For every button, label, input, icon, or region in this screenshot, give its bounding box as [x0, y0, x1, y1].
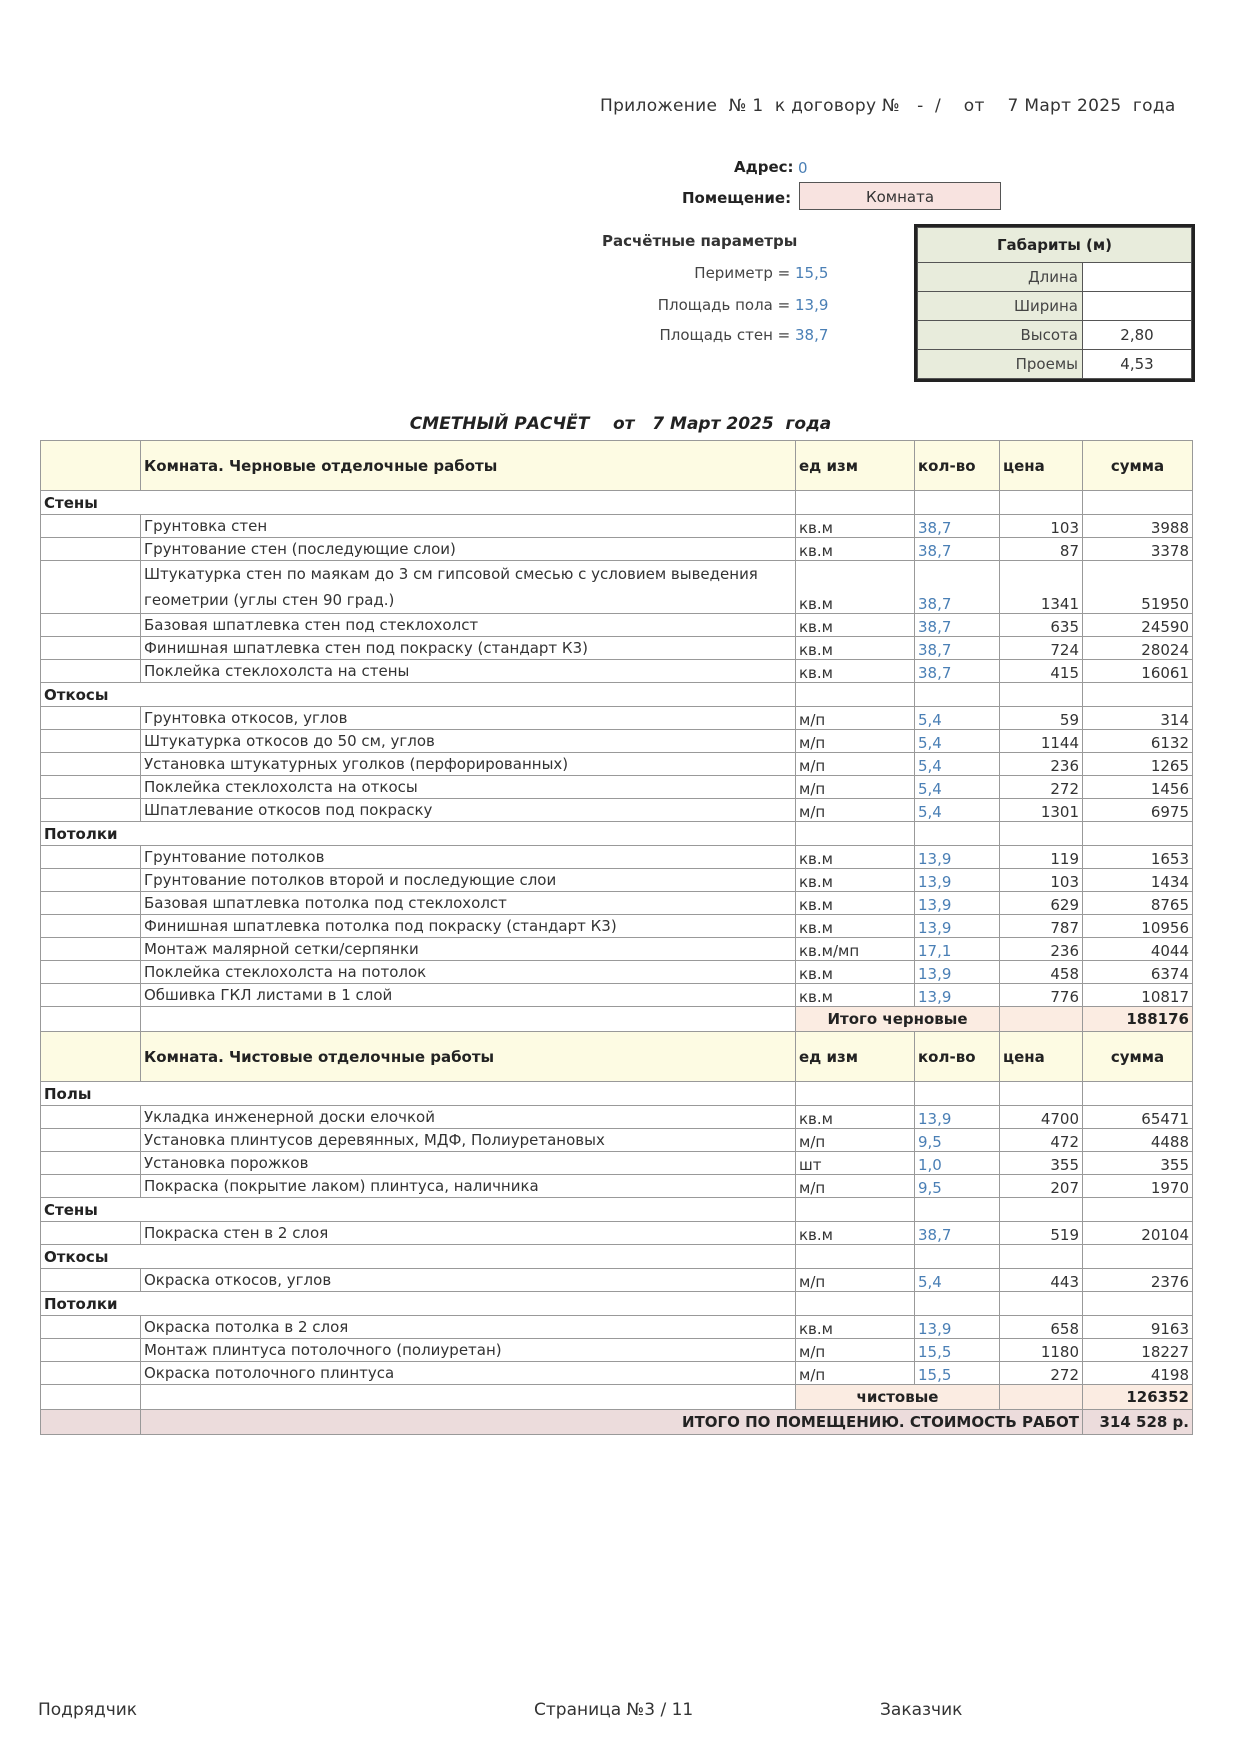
item-unit: кв.м/мп [796, 938, 915, 961]
item-qty: 13,9 [915, 846, 1000, 869]
row-blank-cell [41, 1316, 141, 1339]
item-name: Покраска (покрытие лаком) плинтуса, наличника [141, 1175, 796, 1198]
item-sum: 3988 [1083, 515, 1193, 538]
block-header-row [41, 441, 1193, 491]
section-empty-cell [1000, 1082, 1083, 1106]
section-empty-cell [915, 491, 1000, 515]
row-blank-cell [41, 637, 141, 660]
item-name: Шпатлевание откосов под покраску [141, 799, 796, 822]
dim-length-label: Длина [918, 263, 1083, 292]
item-price: 415 [1000, 660, 1083, 683]
item-qty: 5,4 [915, 799, 1000, 822]
item-qty: 15,5 [915, 1362, 1000, 1385]
table-row [41, 1129, 1193, 1152]
item-unit: кв.м [796, 1316, 915, 1339]
table-row [41, 892, 1193, 915]
item-qty: 38,7 [915, 637, 1000, 660]
item-unit: кв.м [796, 869, 915, 892]
room-label: Помещение: [682, 189, 792, 207]
col-header-sum: сумма [1083, 441, 1193, 491]
item-sum: 18227 [1083, 1339, 1193, 1362]
row-blank-cell [41, 892, 141, 915]
table-row [41, 1222, 1193, 1245]
block-total-value: 188176 [1083, 1007, 1193, 1032]
item-name: Установка плинтусов деревянных, МДФ, Полиуретановых [141, 1129, 796, 1152]
table-row [41, 753, 1193, 776]
row-blank-cell [41, 938, 141, 961]
item-name: Грунтовка стен [141, 515, 796, 538]
section-row [41, 1245, 1193, 1269]
row-blank-cell [41, 1269, 141, 1292]
item-qty: 13,9 [915, 984, 1000, 1007]
appendix-header: Приложение № 1 к договору № - / от 7 Март 2025 года [600, 96, 1176, 116]
item-price: 443 [1000, 1269, 1083, 1292]
item-price: 776 [1000, 984, 1083, 1007]
section-empty-cell [1083, 683, 1193, 707]
item-unit: кв.м [796, 846, 915, 869]
row-blank-cell [41, 915, 141, 938]
item-name: Поклейка стеклохолста на откосы [141, 776, 796, 799]
item-name: Поклейка стеклохолста на потолок [141, 961, 796, 984]
section-empty-cell [1000, 822, 1083, 846]
item-unit: кв.м [796, 915, 915, 938]
row-blank-cell [41, 753, 141, 776]
col-header-price: цена [1000, 441, 1083, 491]
table-row [41, 1362, 1193, 1385]
item-price: 787 [1000, 915, 1083, 938]
item-name: Поклейка стеклохолста на стены [141, 660, 796, 683]
item-price: 1341 [1000, 561, 1083, 614]
table-row [41, 730, 1193, 753]
floor-area-value: 13,9 [795, 296, 829, 314]
dim-height-value: 2,80 [1083, 321, 1192, 350]
row-blank-cell [41, 538, 141, 561]
dimensions-title: Габариты (м) [918, 228, 1192, 263]
section-empty-cell [796, 1292, 915, 1316]
item-unit: м/п [796, 1362, 915, 1385]
section-empty-cell [1083, 1082, 1193, 1106]
item-qty: 13,9 [915, 1316, 1000, 1339]
item-unit: м/п [796, 799, 915, 822]
col-header-sum: сумма [1083, 1032, 1193, 1082]
item-name: Установка штукатурных уголков (перфорированных) [141, 753, 796, 776]
grand-blank-cell [41, 1410, 141, 1435]
section-empty-cell [1083, 1245, 1193, 1269]
section-empty-cell [796, 683, 915, 707]
section-name: Потолки [41, 822, 796, 846]
table-row [41, 707, 1193, 730]
item-name: Окраска потолочного плинтуса [141, 1362, 796, 1385]
item-sum: 1653 [1083, 846, 1193, 869]
address-value: 0 [798, 159, 808, 177]
section-empty-cell [796, 491, 915, 515]
section-row [41, 683, 1193, 707]
item-name: Грунтование потолков [141, 846, 796, 869]
grand-total-row [41, 1410, 1193, 1435]
table-row [41, 776, 1193, 799]
section-empty-cell [796, 1245, 915, 1269]
item-unit: кв.м [796, 515, 915, 538]
item-price: 724 [1000, 637, 1083, 660]
item-name: Финишная шпатлевка потолка под покраску (стандарт К3) [141, 915, 796, 938]
item-price: 272 [1000, 1362, 1083, 1385]
section-empty-cell [915, 1198, 1000, 1222]
section-empty-cell [796, 1198, 915, 1222]
row-blank-cell [41, 730, 141, 753]
item-price: 119 [1000, 846, 1083, 869]
item-price: 519 [1000, 1222, 1083, 1245]
item-price: 635 [1000, 614, 1083, 637]
total-blank-cell [41, 1007, 141, 1032]
dim-openings-value: 4,53 [1083, 350, 1192, 379]
block-title: Комната. Чистовые отделочные работы [141, 1032, 796, 1082]
item-price: 1301 [1000, 799, 1083, 822]
item-qty: 5,4 [915, 730, 1000, 753]
header-blank-cell [41, 441, 141, 491]
item-sum: 1970 [1083, 1175, 1193, 1198]
section-name: Стены [41, 491, 796, 515]
item-sum: 1265 [1083, 753, 1193, 776]
section-name: Откосы [41, 1245, 796, 1269]
col-header-qty: кол-во [915, 1032, 1000, 1082]
header-blank-cell [41, 1032, 141, 1082]
section-row [41, 1198, 1193, 1222]
col-header-qty: кол-во [915, 441, 1000, 491]
section-name: Полы [41, 1082, 796, 1106]
table-row [41, 561, 1193, 614]
item-unit: кв.м [796, 538, 915, 561]
item-qty: 38,7 [915, 561, 1000, 614]
table-row [41, 660, 1193, 683]
item-unit: кв.м [796, 1222, 915, 1245]
section-row [41, 1292, 1193, 1316]
item-price: 272 [1000, 776, 1083, 799]
perimeter-value: 15,5 [795, 264, 829, 282]
item-unit: м/п [796, 753, 915, 776]
item-unit: м/п [796, 1175, 915, 1198]
item-unit: кв.м [796, 637, 915, 660]
item-sum: 4044 [1083, 938, 1193, 961]
item-price: 355 [1000, 1152, 1083, 1175]
item-unit: кв.м [796, 961, 915, 984]
section-empty-cell [1000, 1292, 1083, 1316]
item-unit: кв.м [796, 984, 915, 1007]
item-sum: 8765 [1083, 892, 1193, 915]
block-header-row [41, 1032, 1193, 1082]
perimeter-label: Периметр = [694, 264, 791, 282]
total-blank-cell [1000, 1385, 1083, 1410]
item-unit: кв.м [796, 892, 915, 915]
block-title: Комната. Черновые отделочные работы [141, 441, 796, 491]
estimate-table [40, 440, 1193, 1435]
item-price: 458 [1000, 961, 1083, 984]
section-empty-cell [1083, 491, 1193, 515]
table-row [41, 846, 1193, 869]
section-empty-cell [915, 1292, 1000, 1316]
item-sum: 355 [1083, 1152, 1193, 1175]
table-row [41, 915, 1193, 938]
item-sum: 20104 [1083, 1222, 1193, 1245]
total-blank-cell [1000, 1007, 1083, 1032]
item-price: 1144 [1000, 730, 1083, 753]
item-price: 236 [1000, 753, 1083, 776]
row-blank-cell [41, 776, 141, 799]
section-empty-cell [915, 683, 1000, 707]
row-blank-cell [41, 1106, 141, 1129]
footer-page-number: Страница №3 / 11 [534, 1700, 694, 1720]
table-row [41, 1339, 1193, 1362]
row-blank-cell [41, 846, 141, 869]
item-qty: 13,9 [915, 869, 1000, 892]
section-row [41, 822, 1193, 846]
section-empty-cell [796, 1082, 915, 1106]
table-row [41, 1175, 1193, 1198]
item-sum: 3378 [1083, 538, 1193, 561]
item-sum: 16061 [1083, 660, 1193, 683]
item-sum: 10817 [1083, 984, 1193, 1007]
row-blank-cell [41, 1222, 141, 1245]
item-qty: 5,4 [915, 707, 1000, 730]
section-empty-cell [1083, 822, 1193, 846]
item-unit: м/п [796, 707, 915, 730]
table-row [41, 984, 1193, 1007]
dim-width-value [1083, 292, 1192, 321]
item-qty: 17,1 [915, 938, 1000, 961]
room-value: Комната [799, 182, 1001, 210]
section-empty-cell [1083, 1198, 1193, 1222]
item-name: Штукатурка откосов до 50 см, углов [141, 730, 796, 753]
item-unit: кв.м [796, 561, 915, 614]
col-header-price: цена [1000, 1032, 1083, 1082]
table-row [41, 515, 1193, 538]
item-unit: м/п [796, 1129, 915, 1152]
wall-area-label: Площадь стен = [659, 326, 791, 344]
item-name: Базовая шпатлевка потолка под стеклохолст [141, 892, 796, 915]
item-sum: 9163 [1083, 1316, 1193, 1339]
row-blank-cell [41, 1175, 141, 1198]
item-sum: 51950 [1083, 561, 1193, 614]
item-name: Установка порожков [141, 1152, 796, 1175]
item-sum: 1434 [1083, 869, 1193, 892]
section-empty-cell [1000, 683, 1083, 707]
item-name: Монтаж малярной сетки/серпянки [141, 938, 796, 961]
item-name: Окраска откосов, углов [141, 1269, 796, 1292]
grand-total-label: ИТОГО ПО ПОМЕЩЕНИЮ. СТОИМОСТЬ РАБОТ [141, 1410, 1083, 1435]
block-total-value: 126352 [1083, 1385, 1193, 1410]
table-row [41, 637, 1193, 660]
item-name: Грунтование потолков второй и последующие слои [141, 869, 796, 892]
item-qty: 38,7 [915, 538, 1000, 561]
item-qty: 5,4 [915, 1269, 1000, 1292]
item-qty: 9,5 [915, 1129, 1000, 1152]
item-sum: 6132 [1083, 730, 1193, 753]
item-price: 629 [1000, 892, 1083, 915]
item-sum: 65471 [1083, 1106, 1193, 1129]
table-row [41, 1269, 1193, 1292]
item-price: 4700 [1000, 1106, 1083, 1129]
item-sum: 28024 [1083, 637, 1193, 660]
item-sum: 4488 [1083, 1129, 1193, 1152]
section-name: Стены [41, 1198, 796, 1222]
table-row [41, 938, 1193, 961]
wall-area-row [660, 326, 831, 344]
row-blank-cell [41, 1339, 141, 1362]
table-row [41, 1152, 1193, 1175]
item-qty: 9,5 [915, 1175, 1000, 1198]
item-sum: 24590 [1083, 614, 1193, 637]
item-qty: 38,7 [915, 1222, 1000, 1245]
estimate-title: СМЕТНЫЙ РАСЧЁТ от 7 Март 2025 года [409, 414, 832, 434]
section-empty-cell [915, 1245, 1000, 1269]
item-sum: 6374 [1083, 961, 1193, 984]
item-sum: 10956 [1083, 915, 1193, 938]
table-row [41, 799, 1193, 822]
calc-params-title: Расчётные параметры [602, 232, 798, 250]
row-blank-cell [41, 799, 141, 822]
row-blank-cell [41, 984, 141, 1007]
total-blank-cell [141, 1007, 796, 1032]
table-row [41, 538, 1193, 561]
item-name: Базовая шпатлевка стен под стеклохолст [141, 614, 796, 637]
row-blank-cell [41, 1362, 141, 1385]
item-qty: 15,5 [915, 1339, 1000, 1362]
dimensions-box [914, 224, 1195, 382]
block-total-label: чистовые [796, 1385, 1000, 1410]
item-unit: м/п [796, 1269, 915, 1292]
item-price: 87 [1000, 538, 1083, 561]
col-header-unit: ед изм [796, 441, 915, 491]
dim-width-label: Ширина [918, 292, 1083, 321]
address-label: Адрес: [734, 158, 794, 176]
item-qty: 13,9 [915, 892, 1000, 915]
block-total-row [41, 1385, 1193, 1410]
item-qty: 38,7 [915, 515, 1000, 538]
item-name: Грунтовка откосов, углов [141, 707, 796, 730]
total-blank-cell [41, 1385, 141, 1410]
item-unit: кв.м [796, 614, 915, 637]
item-unit: м/п [796, 1339, 915, 1362]
section-name: Откосы [41, 683, 796, 707]
block-total-row [41, 1007, 1193, 1032]
item-sum: 6975 [1083, 799, 1193, 822]
item-name: Обшивка ГКЛ листами в 1 слой [141, 984, 796, 1007]
item-unit: шт [796, 1152, 915, 1175]
section-row [41, 491, 1193, 515]
footer-customer: Заказчик [880, 1700, 963, 1720]
item-qty: 5,4 [915, 753, 1000, 776]
item-price: 658 [1000, 1316, 1083, 1339]
dim-openings-label: Проемы [918, 350, 1083, 379]
table-row [41, 614, 1193, 637]
item-price: 103 [1000, 515, 1083, 538]
block-total-label: Итого черновые [796, 1007, 1000, 1032]
grand-total-value: 314 528 р. [1083, 1410, 1193, 1435]
item-qty: 5,4 [915, 776, 1000, 799]
item-qty: 38,7 [915, 660, 1000, 683]
item-qty: 13,9 [915, 1106, 1000, 1129]
table-row [41, 869, 1193, 892]
perimeter-row [694, 264, 831, 282]
col-header-unit: ед изм [796, 1032, 915, 1082]
item-name: Окраска потолка в 2 слоя [141, 1316, 796, 1339]
item-unit: кв.м [796, 660, 915, 683]
item-price: 59 [1000, 707, 1083, 730]
row-blank-cell [41, 515, 141, 538]
item-unit: м/п [796, 776, 915, 799]
item-name: Монтаж плинтуса потолочного (полиуретан) [141, 1339, 796, 1362]
row-blank-cell [41, 1129, 141, 1152]
total-blank-cell [141, 1385, 796, 1410]
table-row [41, 961, 1193, 984]
item-sum: 4198 [1083, 1362, 1193, 1385]
row-blank-cell [41, 707, 141, 730]
item-qty: 1,0 [915, 1152, 1000, 1175]
item-price: 207 [1000, 1175, 1083, 1198]
row-blank-cell [41, 614, 141, 637]
dim-length-value [1083, 263, 1192, 292]
section-name: Потолки [41, 1292, 796, 1316]
footer-contractor: Подрядчик [38, 1700, 138, 1720]
item-sum: 1456 [1083, 776, 1193, 799]
item-sum: 314 [1083, 707, 1193, 730]
item-price: 103 [1000, 869, 1083, 892]
section-empty-cell [1000, 491, 1083, 515]
item-name: Финишная шпатлевка стен под покраску (стандарт К3) [141, 637, 796, 660]
item-qty: 13,9 [915, 915, 1000, 938]
dim-height-label: Высота [918, 321, 1083, 350]
row-blank-cell [41, 1152, 141, 1175]
section-empty-cell [915, 1082, 1000, 1106]
item-name: Укладка инженерной доски елочкой [141, 1106, 796, 1129]
row-blank-cell [41, 561, 141, 614]
table-row [41, 1316, 1193, 1339]
row-blank-cell [41, 660, 141, 683]
item-price: 236 [1000, 938, 1083, 961]
item-qty: 38,7 [915, 614, 1000, 637]
section-empty-cell [796, 822, 915, 846]
floor-area-label: Площадь пола = [657, 296, 791, 314]
item-unit: м/п [796, 730, 915, 753]
item-qty: 13,9 [915, 961, 1000, 984]
item-price: 1180 [1000, 1339, 1083, 1362]
item-sum: 2376 [1083, 1269, 1193, 1292]
item-price: 472 [1000, 1129, 1083, 1152]
section-empty-cell [1000, 1198, 1083, 1222]
section-empty-cell [915, 822, 1000, 846]
section-row [41, 1082, 1193, 1106]
row-blank-cell [41, 869, 141, 892]
item-name: Грунтование стен (последующие слои) [141, 538, 796, 561]
section-empty-cell [1000, 1245, 1083, 1269]
item-name: Штукатурка стен по маякам до 3 см гипсовой смесью с условием выведения геометрии (углы стен 90 град.) [141, 561, 796, 614]
wall-area-value: 38,7 [795, 326, 829, 344]
floor-area-row [658, 296, 831, 314]
row-blank-cell [41, 961, 141, 984]
table-row [41, 1106, 1193, 1129]
item-unit: кв.м [796, 1106, 915, 1129]
section-empty-cell [1083, 1292, 1193, 1316]
item-name: Покраска стен в 2 слоя [141, 1222, 796, 1245]
